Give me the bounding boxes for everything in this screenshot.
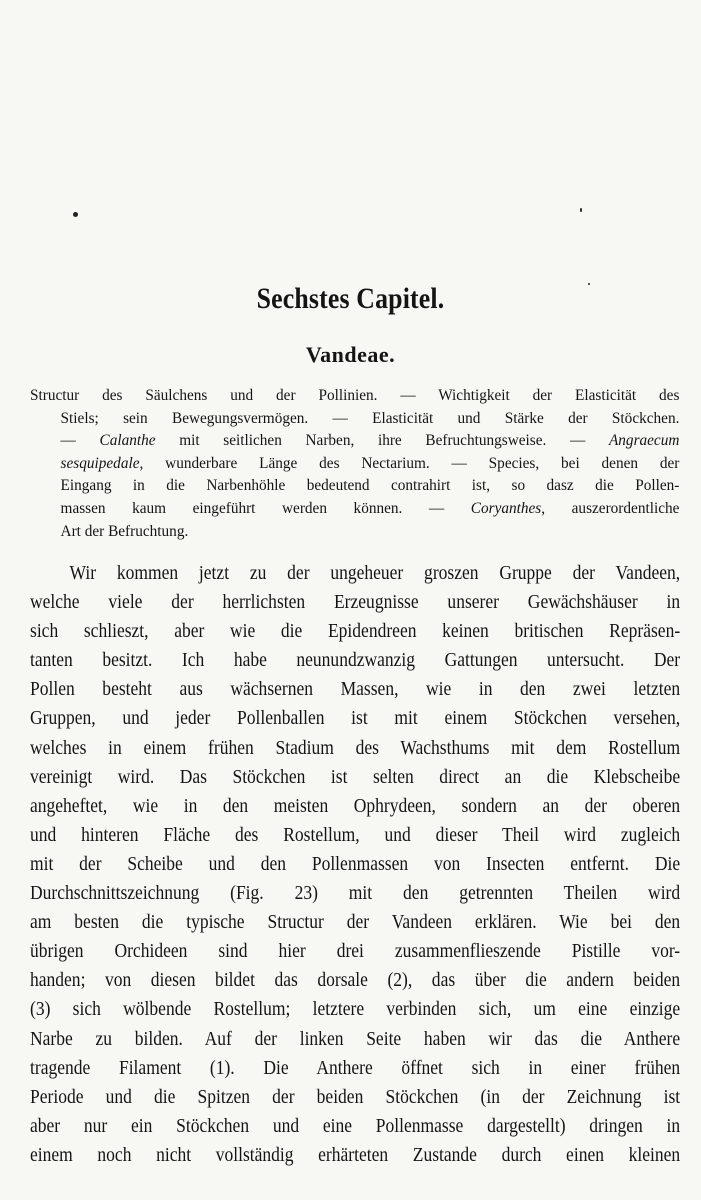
text-line: welche viele der herrlichsten Erzeugnisse unserer Gewächshäuser in xyxy=(30,592,681,614)
text-line: tanten besitzt. Ich habe neunundzwanzig Gattungen untersucht. Der xyxy=(30,650,681,672)
body-paragraph xyxy=(30,559,680,1170)
text-line: sich schlieszt, aber wie die Epidendreen keinen britischen Repräsen- xyxy=(30,621,681,643)
text-line: und hinteren Fläche des Rostellum, und dieser Theil wird zugleich xyxy=(30,824,681,846)
page-speck xyxy=(73,212,78,217)
text-line: welches in einem frühen Stadium des Wachsthums mit dem Rostellum xyxy=(30,737,681,759)
page-speck xyxy=(580,208,582,212)
text-line: Periode und die Spitzen der beiden Stöckchen (in der Zeichnung ist xyxy=(30,1086,681,1108)
text-line: vereinigt wird. Das Stöckchen ist selten direct an die Klebscheibe xyxy=(30,766,681,788)
text-line: Narbe zu bilden. Auf der linken Seite haben wir das die Anthere xyxy=(30,1028,681,1050)
text-line: tragende Filament (1). Die Anthere öffnet sich in einer frühen xyxy=(30,1057,681,1079)
summary-line: Eingang in die Narbenhöhle bedeutend contrahirt ist, so dasz die Pollen- xyxy=(60,477,680,495)
summary-line: — Calanthe mit seitlichen Narben, ihre Befruchtungsweise. — Angraecum xyxy=(60,432,680,450)
summary-line: Stiels; sein Bewegungsvermögen. — Elasticität und Stärke der Stöckchen. xyxy=(60,409,680,427)
text-line: Wir kommen jetzt zu der ungeheuer groszen Gruppe der Vandeen, xyxy=(69,563,681,584)
text-line: einem noch nicht vollständig erhärteten Zustande durch einen kleinen xyxy=(30,1144,681,1166)
text-line: Pollen besteht aus wächsernen Massen, wie in den zwei letzten xyxy=(30,679,681,701)
text-line: mit der Scheibe und den Pollenmassen von Insecten entfernt. Die xyxy=(30,853,681,875)
summary-line: Art der Befruchtung. xyxy=(60,522,189,540)
summary-line: Structur des Säulchens und der Pollinien. — Wichtigkeit der Elasticität des xyxy=(30,387,680,404)
text-line: (3) sich wölbende Rostellum; letztere verbinden sich, um eine einzige xyxy=(30,999,681,1021)
text-line: aber nur ein Stöckchen und eine Pollenmasse dargestellt) dringen in xyxy=(30,1115,681,1137)
text-line: übrigen Orchideen sind hier drei zusammenflieszende Pistille vor- xyxy=(30,941,681,963)
chapter-summary xyxy=(30,385,679,543)
text-line: handen; von diesen bildet das dorsale (2), das über die andern beiden xyxy=(30,970,681,992)
section-title: Vandeae. xyxy=(305,342,396,367)
chapter-title: Sechstes Capitel. xyxy=(256,282,445,315)
text-line: Durchschnittszeichnung (Fig. 23) mit den getrennten Theilen wird xyxy=(30,883,681,905)
summary-line: massen kaum eingeführt werden können. — Coryanthes, auszerordentliche xyxy=(60,499,680,517)
text-line: Gruppen, und jeder Pollenballen ist mit einem Stöckchen versehen, xyxy=(30,708,681,730)
text-line: angeheftet, wie in den meisten Ophrydeen, sondern an der oberen xyxy=(30,795,681,817)
summary-line: sesquipedale, wunderbare Länge des Nectarium. — Species, bei denen der xyxy=(60,454,680,472)
text-line: am besten die typische Structur der Vandeen erklären. Wie bei den xyxy=(30,912,681,934)
